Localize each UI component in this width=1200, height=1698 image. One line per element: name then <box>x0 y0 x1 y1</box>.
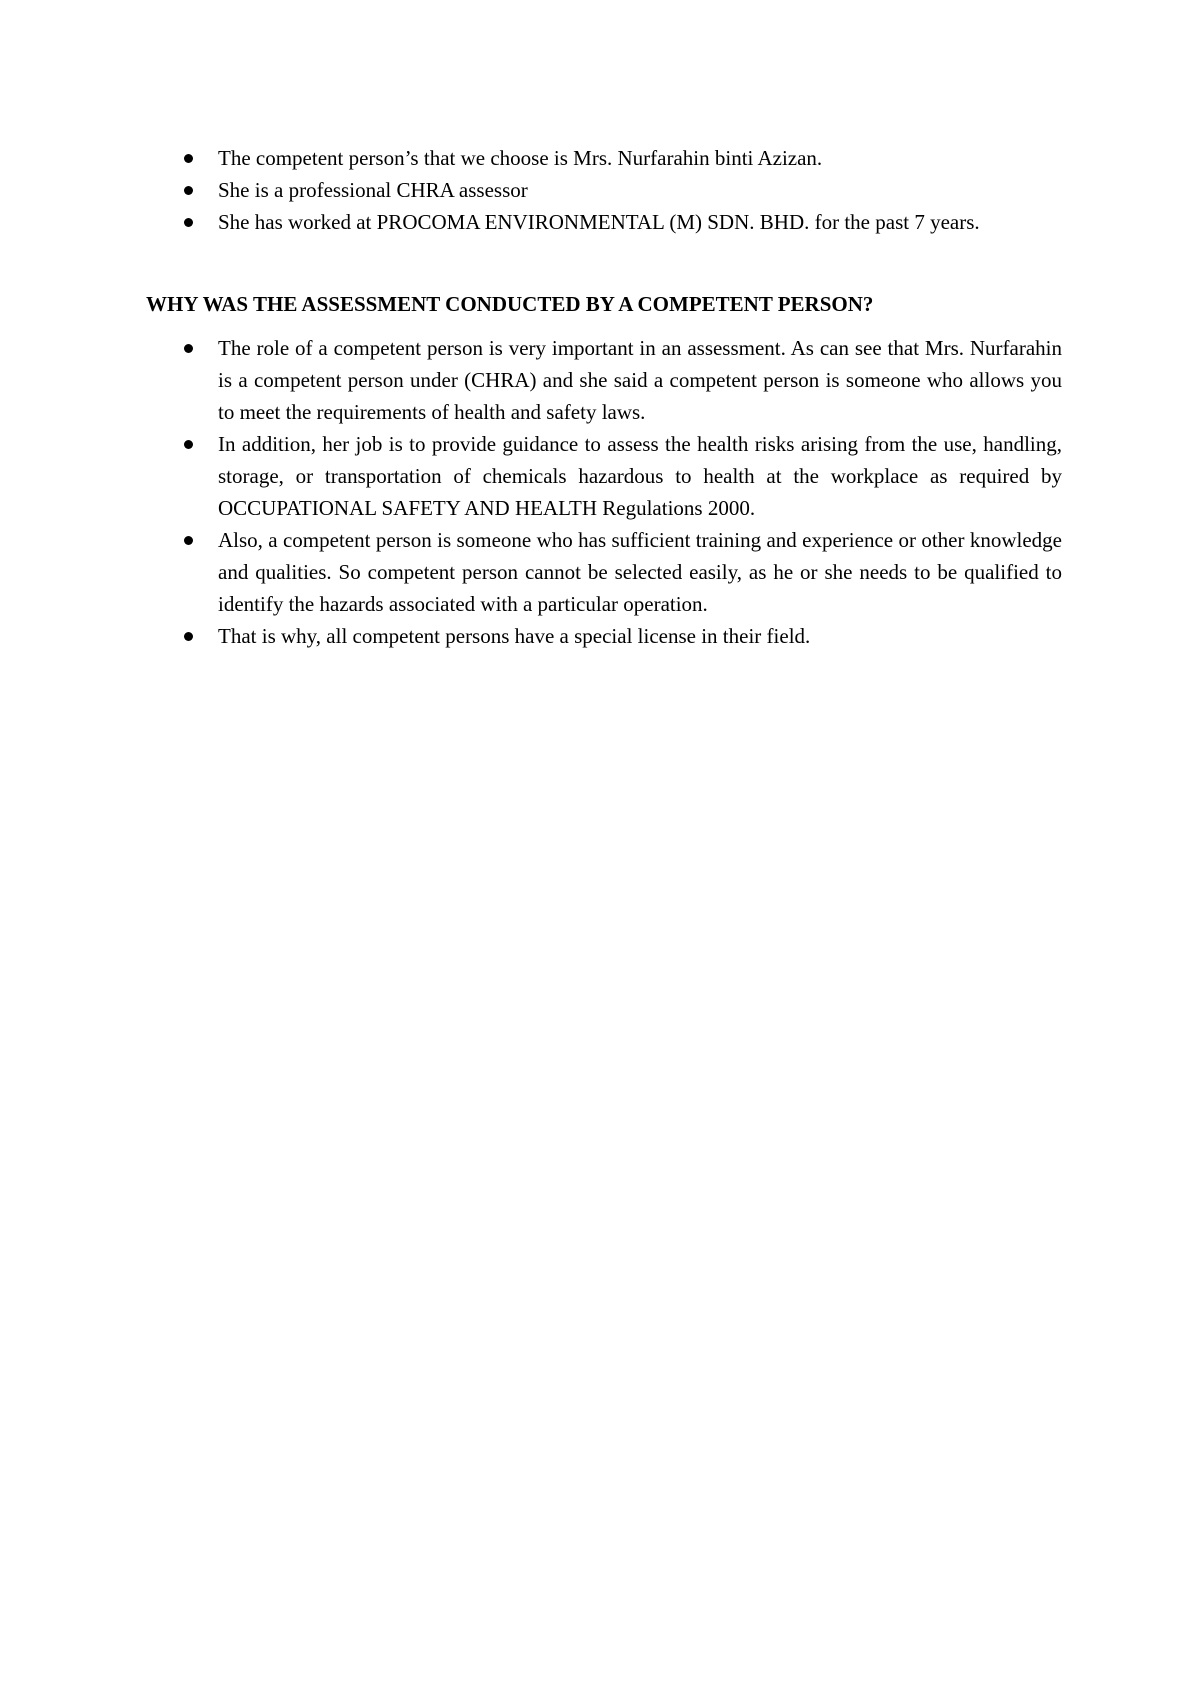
bullet-dot-icon <box>184 154 193 163</box>
list-item <box>146 174 1062 206</box>
list-item-text: That is why, all competent persons have a special license in their field. <box>218 624 811 648</box>
section-heading-wrap <box>146 288 1062 320</box>
list-item <box>146 620 1062 652</box>
list-item-text: In addition, her job is to provide guidance to assess the health risks arising from the use, handling, storage, or transportation of chemicals hazardous to health at the workplace as required by OCCUPATIONAL SAFETY AND HEALTH Regulations 2000. <box>218 432 1062 520</box>
list-item-text: She has worked at PROCOMA ENVIRONMENTAL (M) SDN. BHD. for the past 7 years. <box>218 210 980 234</box>
list-item-text: She is a professional CHRA assessor <box>218 178 528 202</box>
list-item-text: The competent person’s that we choose is Mrs. Nurfarahin binti Azizan. <box>218 146 823 170</box>
reasons-bullet-list <box>146 332 1062 652</box>
list-item <box>146 332 1062 428</box>
section-heading: WHY WAS THE ASSESSMENT CONDUCTED BY A COMPETENT PERSON? <box>146 292 874 316</box>
page-content <box>146 142 1062 652</box>
list-item <box>146 206 1062 238</box>
list-item <box>146 524 1062 620</box>
list-item <box>146 142 1062 174</box>
bullet-dot-icon <box>184 344 193 353</box>
bullet-dot-icon <box>184 186 193 195</box>
list-item <box>146 428 1062 524</box>
bullet-dot-icon <box>184 632 193 641</box>
bullet-dot-icon <box>184 218 193 227</box>
intro-bullet-list <box>146 142 1062 238</box>
list-item-text: Also, a competent person is someone who has sufficient training and experience or other knowledge and qualities. So competent person cannot be selected easily, as he or she needs to be qualified to identify the hazards associated with a particular operation. <box>218 528 1062 616</box>
list-item-text: The role of a competent person is very important in an assessment. As can see that Mrs. Nurfarahin is a competent person under (CHRA) and she said a competent person is someone who allows you to meet the requirements of health and safety laws. <box>218 336 1062 424</box>
bullet-dot-icon <box>184 536 193 545</box>
bullet-dot-icon <box>184 440 193 449</box>
